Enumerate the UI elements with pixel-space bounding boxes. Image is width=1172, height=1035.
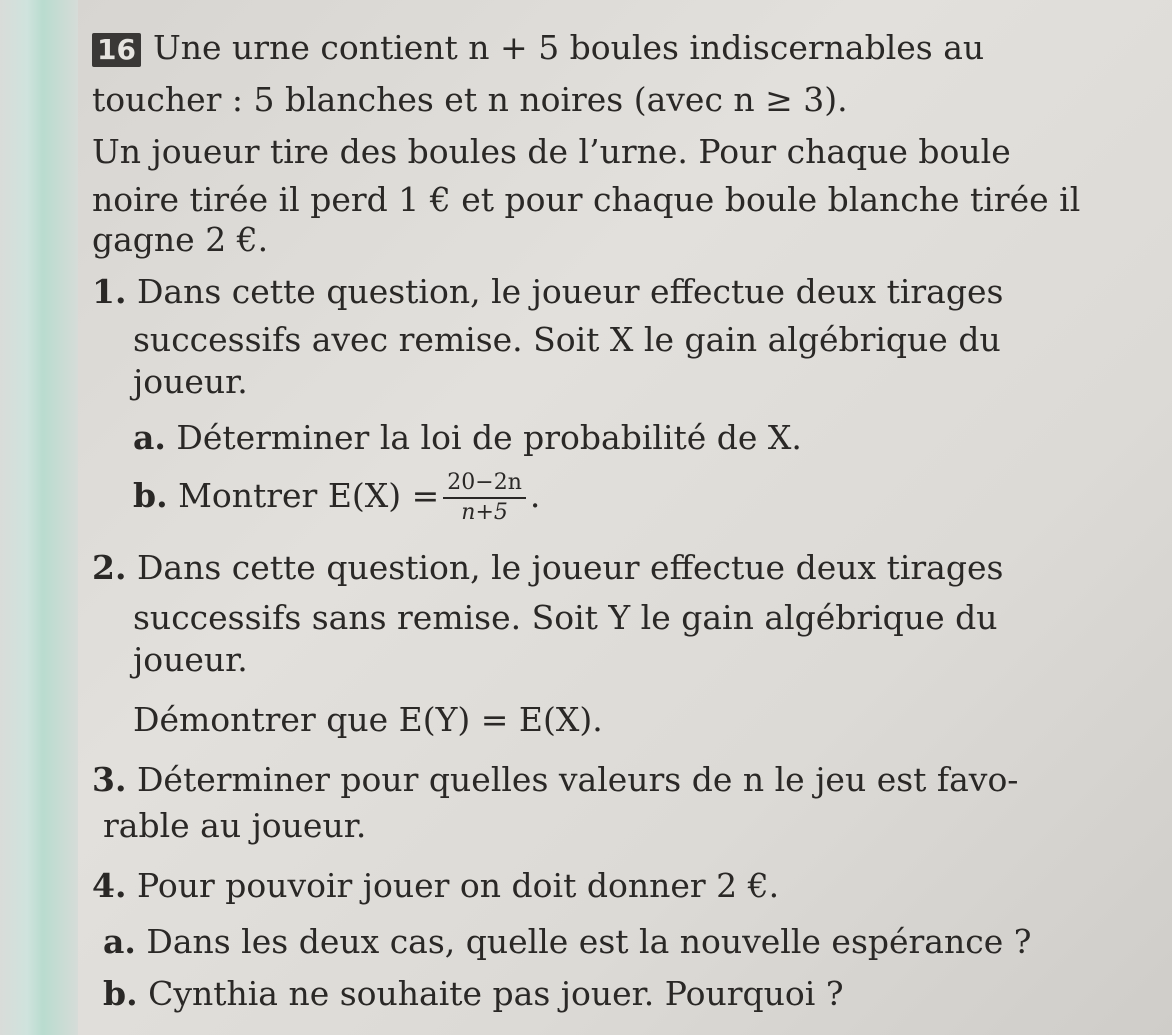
q1-line-3: joueur. [133,362,248,401]
q3-label: 3. [92,760,127,799]
q1a-label: a. [133,418,166,457]
q2-line-2: successifs sans remise. Soit Y le gain algébrique du [133,598,998,637]
q1b-end: . [529,476,541,515]
exercise-number-badge: 16 [92,33,141,67]
intro-line-2: toucher : 5 blanches et n noires (avec n ≥ 3). [92,80,848,119]
q4-line-1 [92,866,779,906]
q3-line-2: rable au joueur. [103,806,367,845]
expectation-fraction [443,470,526,526]
intro-text-1: Une urne contient n + 5 boules indiscernables au [152,28,985,67]
intro-line-3: Un joueur tire des boules de l’urne. Pour chaque boule [92,132,1011,171]
q4-text-1: Pour pouvoir jouer on doit donner 2 €. [136,866,780,905]
intro-line-4: noire tirée il perd 1 € et pour chaque boule blanche tirée il [92,180,1081,219]
q1-text-1: Dans cette question, le joueur effectue deux tirages [136,272,1004,311]
q3-text-1: Déterminer pour quelles valeurs de n le jeu est favo- [136,760,1019,799]
q2-text-1: Dans cette question, le joueur effectue deux tirages [136,548,1004,587]
q1-line-1 [92,272,1003,312]
q4b-text: Cynthia ne souhaite pas jouer. Pourquoi ? [148,974,844,1013]
q4b-line [103,974,844,1014]
q2-label: 2. [92,548,127,587]
q1-label: 1. [92,272,127,311]
q4a-label: a. [103,922,136,961]
q4a-line [103,922,1031,962]
q1b-text: Montrer E(X) = [178,476,440,515]
q1b-label: b. [133,476,168,515]
q3-line-1 [92,760,1018,800]
q2-line-4: Démontrer que E(Y) = E(X). [133,700,603,739]
intro-line-5: gagne 2 €. [92,220,269,259]
q1b-line [133,470,540,526]
q2-line-1 [92,548,1003,588]
q1a-line [133,418,802,458]
fraction-numerator: 20−2n [443,470,526,499]
fraction-denominator: n+5 [461,500,508,525]
q1a-text: Déterminer la loi de probabilité de X. [176,418,802,457]
q4a-text: Dans les deux cas, quelle est la nouvelle espérance ? [146,922,1032,961]
q4-label: 4. [92,866,127,905]
q4b-label: b. [103,974,138,1013]
intro-line-1 [92,28,984,68]
q1-line-2: successifs avec remise. Soit X le gain algébrique du [133,320,1001,359]
q2-line-3: joueur. [133,640,248,679]
